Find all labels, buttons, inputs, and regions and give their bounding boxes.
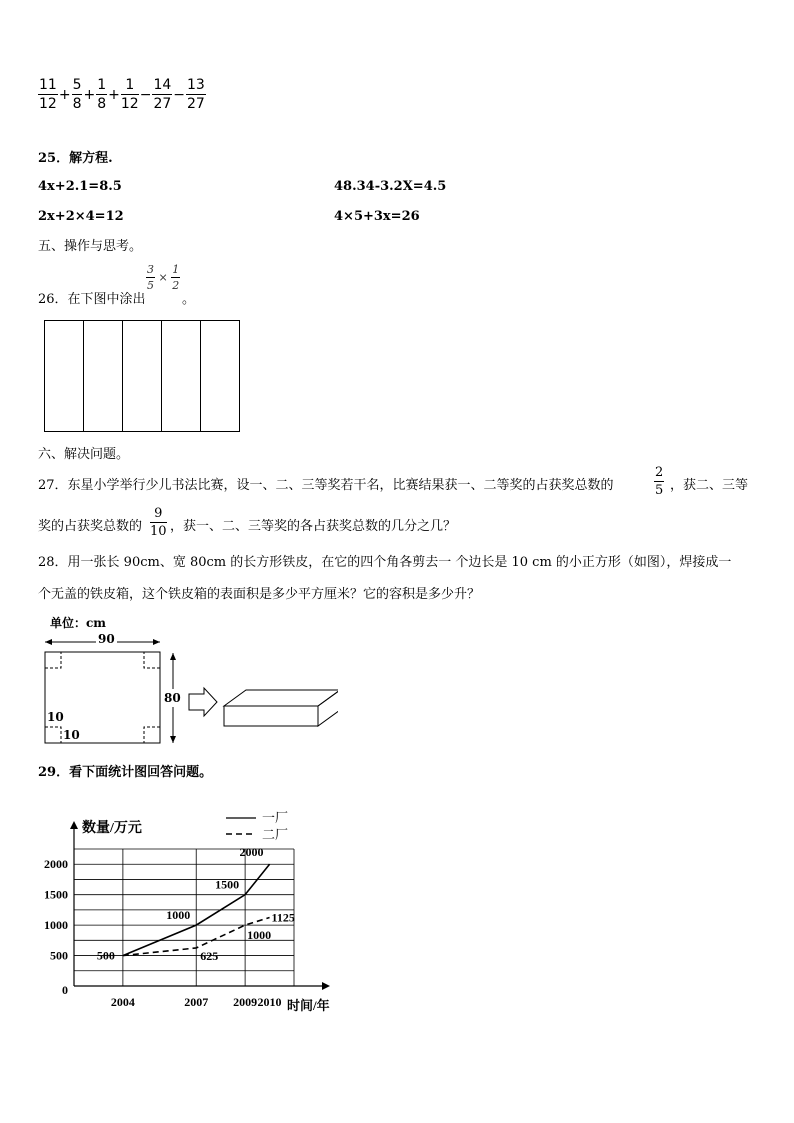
y-tick-label: 2000 <box>44 857 68 872</box>
right-arrow-icon <box>189 688 217 716</box>
denominator: 8 <box>97 96 107 112</box>
sheet-diagram-svg <box>38 612 338 747</box>
numerator: 1 <box>121 78 139 95</box>
data-label: 1500 <box>215 877 240 892</box>
legend-label: 一厂 <box>262 810 289 825</box>
data-label: 2000 <box>239 845 264 860</box>
numerator: 13 <box>187 77 205 93</box>
q27-fraction-1 <box>654 466 664 497</box>
y-tick-label: 1000 <box>44 918 68 933</box>
height-label: 80 <box>164 691 181 705</box>
q26-f1-num: 3 <box>147 263 154 276</box>
numerator: 11 <box>39 77 57 93</box>
section-5-heading: 五、操作与思考。 <box>38 239 143 254</box>
fraction <box>186 78 206 111</box>
y-tick-label: 500 <box>50 948 68 963</box>
box-front <box>224 706 318 726</box>
operator: + <box>108 86 120 103</box>
operator: + <box>83 86 96 103</box>
unit-label: 单位：cm <box>50 616 107 630</box>
q28-line-2: 个无盖的铁皮箱，这个铁皮箱的表面积是多少平方厘米？它的容积是多少升？ <box>38 587 481 602</box>
denominator: 12 <box>120 96 139 112</box>
fraction <box>38 78 58 111</box>
corner-square <box>144 727 160 743</box>
line-chart <box>30 800 360 1020</box>
fraction <box>152 78 172 111</box>
q26-f2-num: 1 <box>172 263 180 276</box>
data-label: 1000 <box>247 928 272 943</box>
q26-fraction-expression <box>146 264 180 291</box>
arrow-right-icon <box>153 639 160 645</box>
width-label: 90 <box>98 632 115 646</box>
numerator: 1 <box>97 77 107 93</box>
arrow-up-icon <box>170 653 176 660</box>
numerator: 5 <box>72 77 82 93</box>
denominator: 27 <box>187 96 205 112</box>
q27-line-1: 27．东星小学举行少儿书法比赛，设一、二、三等奖若干名，比赛结果获一、二等奖的占获奖总数的 <box>38 478 614 493</box>
y-tick-label: 1500 <box>44 887 68 902</box>
x-axis-arrow-icon <box>322 982 330 990</box>
x-axis-label: 时间/年 <box>287 998 330 1013</box>
arrow-left-icon <box>45 639 52 645</box>
q27-f2-num: 9 <box>150 507 167 523</box>
data-label: 1000 <box>166 908 191 923</box>
denominator: 27 <box>153 96 172 112</box>
y-tick-label: 0 <box>62 983 68 997</box>
q26-f2-den: 2 <box>172 279 180 292</box>
data-label: 500 <box>96 948 115 963</box>
x-tick-label: 2010 <box>257 995 282 1009</box>
q28-line-1: 28．用一张长 90cm、宽 80cm 的长方形铁皮，在它的四个角各剪去一 个边长是 10 cm 的小正方形（如图），焊接成一 <box>38 555 732 570</box>
q25-title: 25．解方程. <box>38 151 113 166</box>
data-label: 625 <box>200 948 219 963</box>
equation-4: 4×5+3x=26 <box>334 209 420 224</box>
y-axis-arrow-icon <box>70 821 78 829</box>
operator: − <box>139 86 152 103</box>
divider-line <box>200 321 201 431</box>
x-tick-label: 2007 <box>184 995 209 1009</box>
denominator: 8 <box>72 96 82 112</box>
q27-f2-den: 10 <box>150 524 167 539</box>
fraction-expression <box>38 78 206 111</box>
corner-square <box>45 727 61 743</box>
legend-label: 二厂 <box>262 827 289 842</box>
q27-line-2: 奖的占获奖总数的 <box>38 519 143 534</box>
corner-square <box>144 652 160 668</box>
q27-line-1b: ，获二、三等 <box>670 478 749 493</box>
data-label: 1125 <box>271 910 295 925</box>
q26-f1-den: 5 <box>147 279 154 292</box>
equation-1: 4x+2.1=8.5 <box>38 179 122 194</box>
q26-end: 。 <box>182 292 196 307</box>
operator: − <box>173 86 185 103</box>
sheet-diagram <box>38 612 338 747</box>
section-6-heading: 六、解决问题。 <box>38 447 130 462</box>
arrow-down-icon <box>170 736 176 743</box>
corner-label-horizontal: 10 <box>63 728 80 742</box>
box-side <box>318 690 338 726</box>
shading-rectangle[interactable] <box>44 320 240 432</box>
fraction <box>121 78 139 111</box>
divider-line <box>83 321 84 431</box>
q29-title: 29．看下面统计图回答问题。 <box>38 765 213 780</box>
numerator: 14 <box>153 77 172 93</box>
corner-label-vertical: 10 <box>47 710 64 724</box>
divider-line <box>161 321 162 431</box>
fraction <box>72 78 83 111</box>
corner-square <box>45 652 61 668</box>
q26-text: 26．在下图中涂出 <box>38 292 146 307</box>
operator: + <box>58 86 71 103</box>
q27-line-2b: ，获一、二、三等奖的各占获奖总数的几分之几？ <box>170 519 457 534</box>
equation-3: 2x+2×4=12 <box>38 209 124 224</box>
fraction <box>96 78 107 111</box>
y-axis-label: 数量/万元 <box>82 821 142 836</box>
x-tick-label: 2009 <box>233 995 258 1009</box>
q27-f1-num: 2 <box>655 465 664 480</box>
denominator: 12 <box>39 96 57 112</box>
divider-line <box>122 321 123 431</box>
x-tick-label: 2004 <box>110 995 135 1009</box>
q27-fraction-2 <box>150 507 167 538</box>
q27-f1-den: 5 <box>655 483 664 498</box>
times-sign: × <box>158 271 168 284</box>
equation-2: 48.34-3.2X=4.5 <box>334 179 447 194</box>
